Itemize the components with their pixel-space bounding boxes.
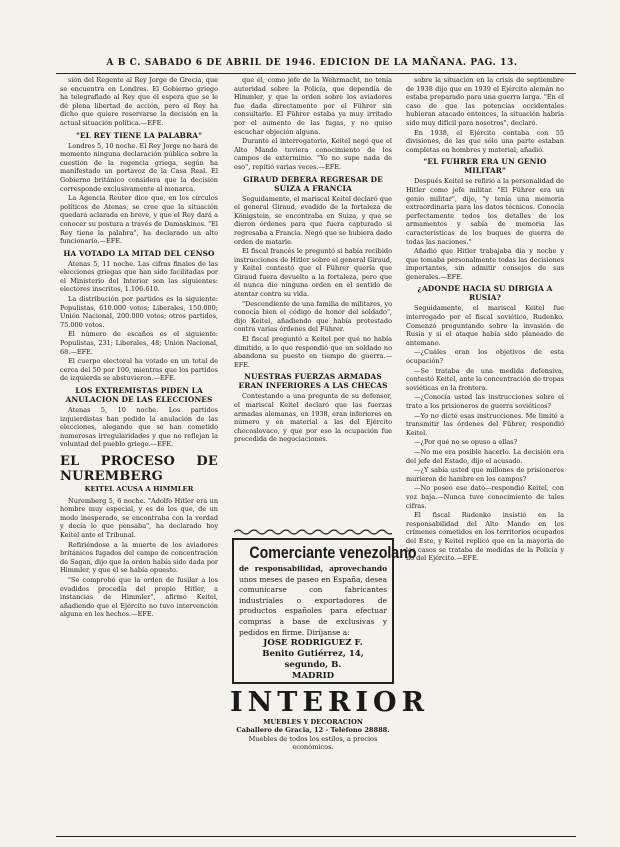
footer-rule — [56, 836, 576, 837]
header-rule — [56, 73, 576, 74]
column-right — [406, 76, 564, 834]
column-middle — [234, 76, 392, 522]
article-headline: GIRAUD DEBERA REGRESAR DE SUIZA A FRANCIA — [243, 174, 383, 193]
article-paragraph: —¿Por qué no se opuso a ellas? — [414, 438, 518, 447]
article-paragraph: sión del Regente al Rey Jorge de Grecia, que se encuentra en Londres. El Gobierno griego ha telegrafiado al Rey que él espera que se le dé plena libertad de acción, pero el Rey ha dicho que quiere reservarse la decisión en la actual situación política.—EFE. — [60, 76, 218, 127]
article-headline: "EL FUHRER ERA UN GENIO MILITAR" — [423, 157, 547, 176]
article-paragraph: El número de escaños es el siguiente: Populistas, 231; Liberales, 48; Unión Nacional, 68.—EFE. — [60, 330, 218, 356]
article-paragraph: La distribución por partidos es la siguiente: Populistas, 610.000 votos; Liberales, 150.000; Unión Nacional, 200.000 votos; otros partidos, 75.000 votos. — [60, 295, 218, 329]
column-left — [60, 76, 218, 834]
article-paragraph: Seguidamente, el mariscal Keitel fue interrogado por el fiscal soviético, Rudenko. Comenzó preguntando sobre la invasión de Rusia y si el ataque había sido planeado de antemano. — [406, 304, 564, 347]
article-paragraph: —¿Cuáles eran los objetivos de esta ocupación? — [406, 348, 564, 366]
wavy-divider — [234, 528, 392, 536]
ad-title: Comerciante venezolano — [249, 544, 417, 562]
article-paragraph: —¿Conocía usted las instrucciones sobre el trato a los prisioneros de guerra soviéticos? — [406, 393, 564, 410]
classified-ad — [232, 538, 417, 684]
article-paragraph: Atenas 5, 11 noche. Las cifras finales de las elecciones griegas que han sido facilitadas por el Ministerio del Interior son las siguientes: electores inscritos, 1.106.610. — [60, 259, 218, 294]
article-paragraph: El fiscal Rudenko insistió en la responsabilidad del Alto Mando en los crímenes cometidos en los territorios ocupados del Este, y Keitel replicó que en la mayoría de los casos se trataba de medidas de la Policía y no del Ejército.—EFE. — [406, 511, 564, 563]
article-paragraph: —Yo no dicté esas instrucciones. Me limité a transmitir las órdenes del Führer, respondió Keitel. — [406, 411, 564, 437]
article-paragraph: Durante el interrogatorio, Keitel negó que el Alto Mando tuviera conocimiento de los campos de exterminio. "Yo no supe nada de eso", repitió varias veces.—EFE. — [234, 137, 392, 171]
ad-body-lead: de responsabilidad, aprovechando — [239, 564, 387, 573]
article-headline: HA VOTADO LA MITAD DEL CENSO — [63, 248, 215, 258]
article-headline: ¿ADONDE HACIA SU DIRIGIA A RUSIA? — [417, 284, 553, 303]
ad-contact-city: MADRID — [291, 671, 335, 682]
article-paragraph: Atenas 5, 10 noche. Los partidos izquierdistas han pedido la anulación de las elecciones, alegando que se han cometido numerosas irregularidades y que no reflejan la voluntad del pueblo griego.—EFE. — [60, 406, 218, 449]
article-paragraph: El cuerpo electoral ha votado en un total de cerca del 50 por 100, mientras que los partidos de izquierda se abstuvieron.—EFE. — [60, 357, 218, 383]
article-paragraph: Seguidamente, el mariscal Keitel declaró que el general Giraud, evadido de la fortaleza de Königstein, se encontraba en Suiza, y que se dieron órdenes para que fuera capturado si regresaba a Francia. Negó que se hubiera dado orden de matarle. — [234, 194, 392, 246]
article-paragraph: que él, como jefe de la Wehrmacht, no tenía autoridad sobre la Policía, que dependía de Himmler, y que la orden sobre los aviadores fue dada directamente por el Führer sin consultarle. El Führer estaba ya muy irritado por el aumento de las fugas, y no quiso escuchar objeción alguna. — [234, 76, 392, 136]
article-paragraph: En 1938, el Ejército contaba con 55 divisiones, de las que sólo una parte estaban completas en hombres y material, añadió. — [406, 128, 564, 154]
article-paragraph: El fiscal preguntó a Keitel por qué no había dimitido, a lo que respondió que un soldado no abandona su puesto en tiempo de guerra.—EFE. — [234, 335, 392, 369]
article-paragraph: Contestando a una pregunta de su defensor, el mariscal Keitel declaró que las fuerzas armadas alemanas, en 1938, eran inferiores en número y en material a las del Ejército checoslovaco, y que por eso la ocupación fue precedida de negociaciones. — [234, 392, 392, 444]
article-headline: NUESTRAS FUERZAS ARMADAS ERAN INFERIORES A LAS CHECAS — [238, 372, 388, 391]
interior-ad — [230, 687, 430, 752]
article-paragraph: "Descendiente de una familia de militares, yo conocía bien el código de honor del soldado", dijo Keitel, añadiendo que había protestado contra varias órdenes del Führer. — [234, 299, 392, 334]
article-paragraph: —No poseo ese dato—respondió Keitel, con voz baja.—Nunca tuve conocimiento de tales cifras. — [406, 484, 564, 510]
interior-subtitle: MUEBLES Y DECORACION — [263, 718, 363, 726]
article-headline: "EL REY TIENE LA PALABRA" — [75, 130, 203, 140]
interior-line: Caballero de Gracia, 12 - Teléfono 28888. — [236, 726, 390, 735]
page-header: A B C. SABADO 6 DE ABRIL DE 1946. EDICION DE LA MAÑANA. PAG. 13. — [106, 58, 518, 68]
article-paragraph: "Se comprobó que la orden de fusilar a los evadidos procedía del propio Hitler, a instancias de Himmler", afirmó Keitel, añadiendo que el Ejército no tuvo intervención alguna en los hechos.—EFE. — [60, 575, 218, 619]
ad-body-text: unos meses de paseo en España, desea comunicarse con fabricantes industriales o exportadores de productos españoles para efectuar compras a base de exclusivas y pedidos en firme. Diríjanse a: — [239, 574, 387, 637]
article-paragraph: El fiscal francés le preguntó si había recibido instrucciones de Hitler sobre el general Giraud, y Keitel contestó que el Führer quería que Giraud fuera devuelto a la fortaleza, pero que él nunca dio ninguna orden en el sentido de atentar contra su vida. — [234, 247, 392, 299]
article-subheadline: KEITEL ACUSA A HIMMLER — [84, 484, 194, 493]
article-paragraph: Nuremberg 5, 6 noche. "Adolfo Hitler era un hombre muy especial, y es de los que, de un modo inesperado, se encontraba con la verdad y decía lo que pensaba", ha declarado hoy Keitel ante el Tribunal. — [60, 496, 218, 539]
article-headline: LOS EXTREMISTAS PIDEN LA ANULACION DE LAS ELECCIONES — [65, 386, 213, 404]
interior-title: INTERIOR — [230, 687, 430, 718]
article-paragraph: Londres 5, 10 noche. El Rey Jorge no hará de momento ninguna declaración pública sobre la cuestión de la regencia griega, según ha manifestado un portavoz de la Casa Real. El Gobierno británico considera que la decisión corresponde exclusivamente al monarca. — [60, 141, 218, 193]
ad-contact-address: Benito Gutiérrez, 14, segundo, B. — [262, 649, 364, 671]
ad-body — [239, 564, 387, 638]
article-paragraph: sobre la situación en la crisis de septiembre de 1938 dijo que en 1939 el Ejército alemán no estaba preparado para una guerra larga. "En el caso de que las potencias occidentales hubieran atacado entonces, la situación habría sido muy difícil para nosotros", declaró. — [406, 76, 564, 127]
article-paragraph: Después Keitel se refirió a la personalidad de Hitler como jefe militar. "El Führer era un genio militar", dijo, "y tenía una memoria extraordinaria para los datos técnicos. Conocía perfectamente todos los detalles de los armamentos y sabía de memoria las características de los buques de guerra de todas las naciones." — [406, 177, 564, 246]
interior-tail: Muebles de todos los estilos, a precios económicos. — [248, 734, 378, 752]
article-paragraph: Añadió que Hitler trabajaba día y noche y que tomaba personalmente todas las decisiones importantes, sin admitir consejos de sus generales.—EFE. — [406, 247, 564, 281]
article-paragraph: —No me era posible hacerlo. La decisión era del jefe del Estado, dijo el acusado. — [406, 447, 564, 465]
article-paragraph: Refiriéndose a la muerte de los aviadores británicos fugados del campo de concentración de Sagan, dijo que la orden había sido dada por Himmler, y que él se había opuesto. — [60, 540, 218, 575]
ad-contact-name: JOSE RODRIGUEZ F. — [263, 638, 363, 649]
article-paragraph: La Agencia Reuter dice que, en los círculos políticos de Atenas, se cree que la situación quedará aclarada en breve, y que el Rey dará a conocer su postura a través de Damaskinos. "El Rey tiene la palabra", ha declarado un alto funcionario.—EFE. — [60, 194, 218, 246]
section-headline: EL PROCESO DE NUREMBERG — [60, 453, 218, 484]
article-paragraph: —Se trataba de una medida defensiva, contestó Keitel, ante la concentración de tropas soviéticas en la frontera. — [406, 366, 564, 392]
article-paragraph: —¿Y sabía usted que millones de prisioneros murieron de hambre en los campos? — [406, 466, 564, 483]
